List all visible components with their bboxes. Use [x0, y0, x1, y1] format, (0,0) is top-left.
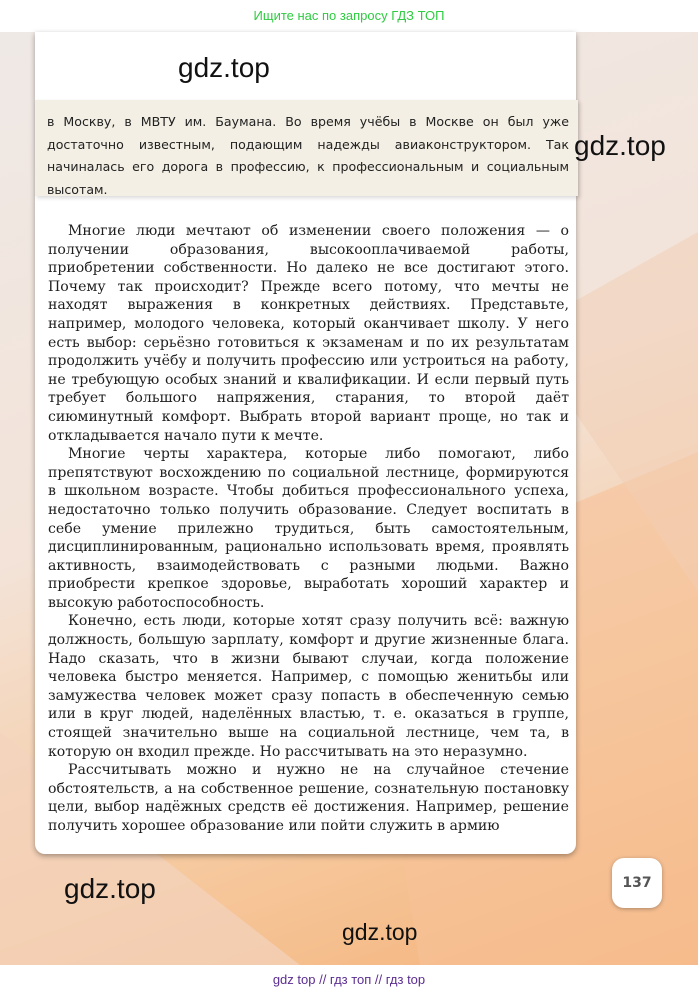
watermark: gdz.top: [342, 919, 418, 945]
page-number: 137: [612, 858, 662, 908]
top-banner: Ищите нас по запросу ГДЗ ТОП: [0, 0, 698, 32]
paragraph: Рассчитывать можно и нужно не на случайное стечение обстоятельств, а на собственное решение, сознательную постановку цели, выбор надёжных средств её достижения. Например, решение получить хорошее образование или пойти служить в армию: [48, 762, 569, 834]
watermark: gdz.top: [64, 873, 156, 904]
watermark: gdz.top: [178, 52, 270, 83]
highlight-box-text: в Москву, в МВТУ им. Баумана. Во время учёбы в Москве он был уже достаточно известным, подающим надежды авиаконструктором. Так начиналась его дорога в профессию, к профессиональным и социальным высотам.: [47, 114, 569, 197]
main-text: [48, 222, 569, 836]
paragraph: Многие люди мечтают об изменении своего положения — о получении образования, высокооплачиваемой работы, приобретении собственности. Но далеко не все достигают этого. Почему так происходит? Прежде всего потому, что мечты не находят выражения в конкретных действиях. Представьте, например, молодого человека, который оканчивает школу. У него есть выбор: серьёзно готовиться к экзаменам и по их результатам продолжить учёбу и получить профессию или устроиться на работу, не требующую особых знаний и квалификации. И если первый путь требует большого напряжения, старания, то второй даёт сиюминутный комфорт. Выбрать второй вариант проще, но так и откладывается начало пути к мечте.: [48, 223, 569, 444]
paragraph: Многие черты характера, которые либо помогают, либо препятствуют восхождению по социальной лестнице, формируются в школьном возрасте. Чтобы добиться профессионального успеха, недостаточно только получить образование. Следует воспитать в себе умение прилежно трудиться, быть самостоятельным, дисциплинированным, рационально использовать время, проявлять активность, взаимодействовать с разными людьми. Важно приобрести крепкое здоровье, выработать хороший характер и высокую работоспособность.: [48, 446, 569, 611]
paragraph: Конечно, есть люди, которые хотят сразу получить всё: важную должность, большую зарплату, комфорт и другие жизненные блага. Надо сказать, что в жизни бывают случаи, когда положение человека быстро меняется. Например, с помощью женитьбы или замужества человек может сразу попасть в обеспеченную семью или в круг людей, наделённых властью, т. е. оказаться в группе, стоящей значительно выше на социальной лестнице, чем та, в которую он входил прежде. Но рассчитывать на это неразумно.: [48, 613, 569, 760]
bottom-banner: gdz top // гдз топ // гдз top: [0, 965, 698, 997]
watermark: gdz.top: [574, 130, 666, 161]
